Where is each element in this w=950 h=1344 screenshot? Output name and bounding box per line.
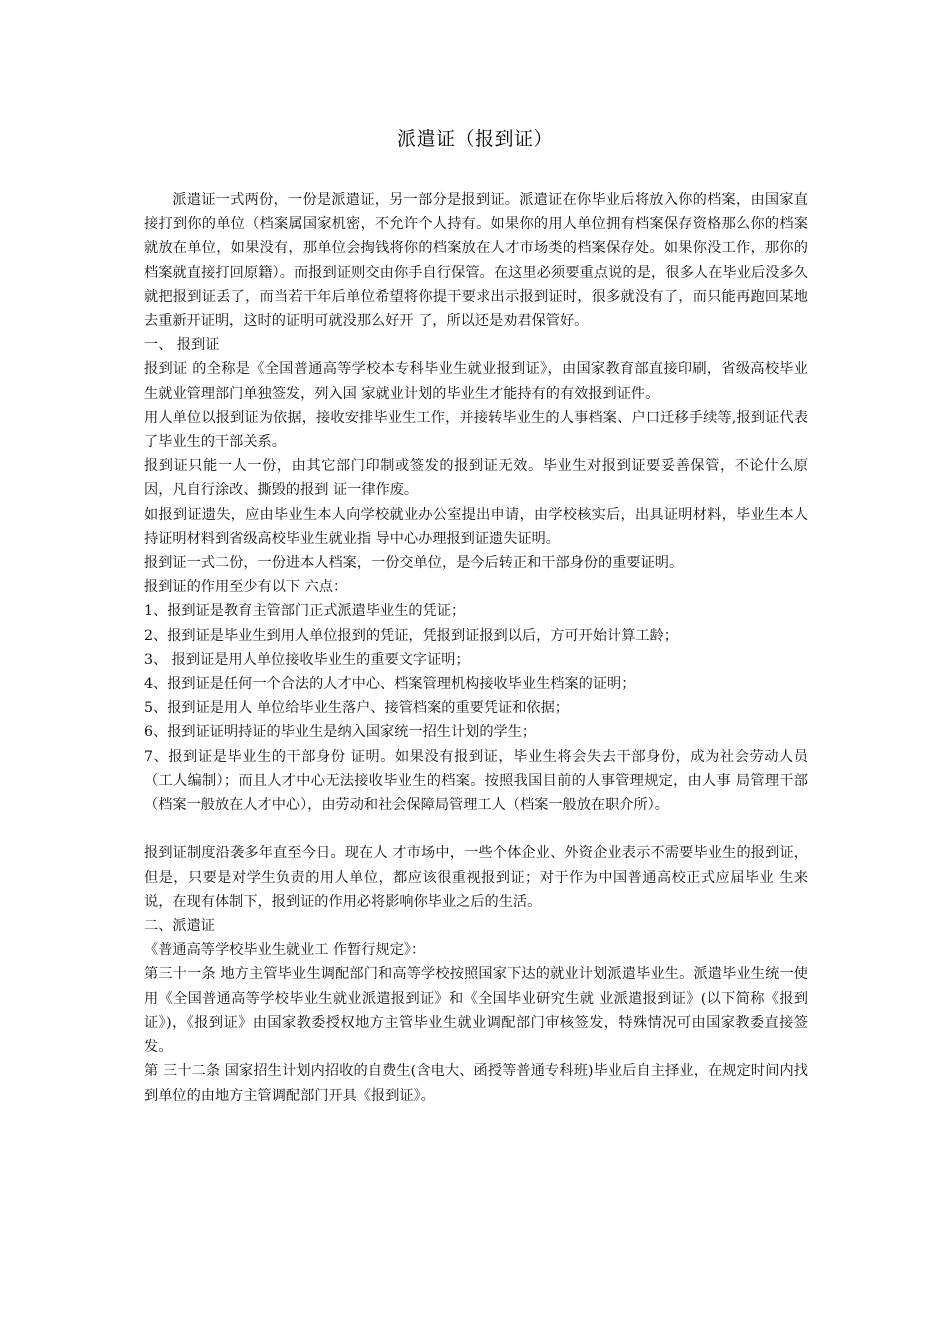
list-item-4: 4、报到证是任何一个合法的人才中心、档案管理机构接收毕业生档案的证明； <box>144 676 636 693</box>
list-item-2: 2、报到证是毕业生到用人单位报到的凭证，凭报到证报到以后，方可开始计算工龄； <box>144 627 678 644</box>
paragraph-lost-card: 如报到证遗失，应由毕业生本人向学校就业办公室提出申请，由学校核实后，出具证明材料，毕业生本人持证明材料到省级高校毕业生就业指 导中心办理报到证遗失证明。 <box>144 506 808 547</box>
paragraph-functions-intro: 报到证的作用至少有以下 六点： <box>144 579 348 596</box>
list-item-7: 7、报到证是毕业生的干部身份 证明。如果没有报到证，毕业生将会失去干部身份，成为社会劳动人员（工人编制）；而且人才中心无法接收毕业生的档案。按照我国目前的人事管理规定，由人事 局管理干部（档案一般放在人才中心），由劳动和社会保障局管理工人（档案一般放在职介所）。 <box>144 748 808 814</box>
document-body <box>144 188 808 1108</box>
blank-line <box>144 817 808 841</box>
document-title: 派遣证（报到证） <box>396 128 553 150</box>
section-heading-dispatch-card: 二、派遣证 <box>144 918 215 935</box>
paragraph-two-copies: 报到证一式二份，一份进本人档案，一份交单位，是今后转正和干部身份的重要证明。 <box>144 555 684 572</box>
paragraph-system-history: 报到证制度沿袭多年直至今日。现在人 才市场中，一些个体企业、外资企业表示不需要毕业生的报到证，但是，只要是对学生负责的用人单位，都应该很重视报到证；对于作为中国普通高校正式应届毕业 生来说，在现有体制下，报到证的作用必将影响你毕业之后的生活。 <box>144 845 808 910</box>
list-item-3: 3、 报到证是用人单位接收毕业生的重要文字证明； <box>144 651 470 668</box>
paragraph-employer-basis: 用人单位以报到证为依据，接收安排毕业生工作，并接转毕业生的人事档案、户口迁移手续等,报到证代表 了毕业生的干部关系。 <box>144 409 808 451</box>
list-item-6: 6、报到证证明持证的毕业生是纳入国家统一招生计划的学生； <box>144 724 537 741</box>
intro-paragraph: 派遣证一式两份，一份是派遣证，另一部分是报到证。派遣证在你毕业后将放入你的档案，由国家直接打到你的单位（档案属国家机密，不允许个人持有。如果你的用人单位拥有档案保存资格那么你的档案就放在单位，如果没有，那单位会掏钱将你的档案放在人才市场类的档案保存处。如果你没工作，那你的档案就直接打回原籍）。而报到证则交由你手自行保管。在这里必须要重点说的是，很多人在毕业后没多久就把报到证丢了，而当若干年后单位希望将你提干要求出示报到证时，很多就没有了，而只能再跑回某地去重新开证明，这时的证明可就没那么好开 了，所以还是劝君保管好。 <box>144 192 808 330</box>
list-item-5: 5、报到证是用人 单位给毕业生落户、接管档案的重要凭证和依据； <box>144 700 569 717</box>
paragraph-article-31: 第三十一条 地方主管毕业生调配部门和高等学校按照国家下达的就业计划派遣毕业生。派遣毕业生统一使用《全国普通高等学校毕业生就业派遣报到证》和《全国毕业研究生就 业派遣报到证》(以下简称《报到证》)，《报到证》由国家教委授权地方主管毕业生就业调配部门审核签发，特殊情况可由国家教委直接签发。 <box>144 966 808 1056</box>
paragraph-full-name: 报到证 的全称是《全国普通高等学校本专科毕业生就业报到证》，由国家教育部直接印刷，省级高校毕业生就业管理部门单独签发，列入国 家就业计划的毕业生才能持有的有效报到证件。 <box>144 361 808 402</box>
paragraph-one-per-person: 报到证只能一人一份，由其它部门印制或签发的报到证无效。毕业生对报到证要妥善保管，不论什么原因，凡自行涂改、撕毁的报到 证一律作废。 <box>144 458 808 499</box>
paragraph-regulation-title: 《普通高等学校毕业生就业工 作暂行规定》： <box>144 942 426 959</box>
paragraph-article-32: 第 三十二条 国家招生计划内招收的自费生(含电大、函授等普通专科班)毕业后自主择业，在规定时间内找到单位的由地方主管调配部门开具《报到证》。 <box>144 1063 808 1104</box>
list-item-1: 1、报到证是教育主管部门正式派遣毕业生的凭证； <box>144 603 466 620</box>
section-heading-report-card: 一、 报到证 <box>144 337 220 354</box>
